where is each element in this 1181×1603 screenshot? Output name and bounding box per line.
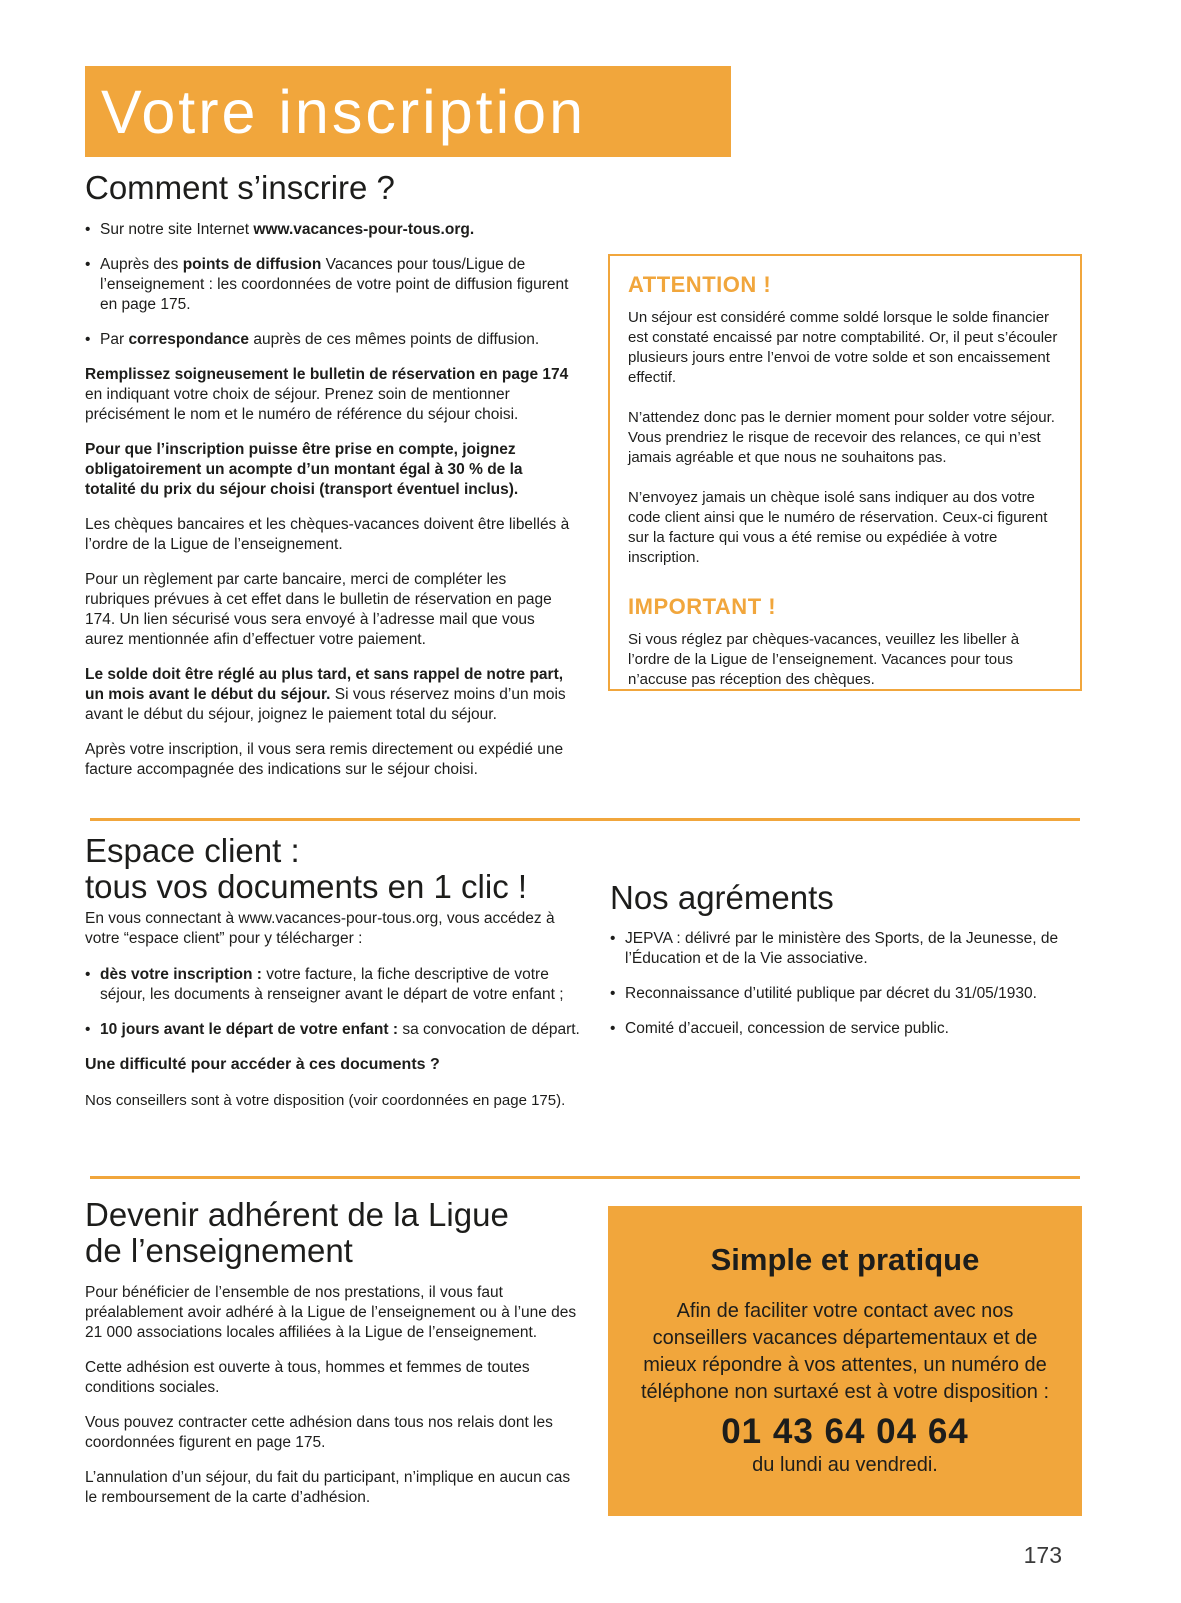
paragraph: Afin de faciliter votre contact avec nos conseillers vacances départementaux et de mieux répondre à vos attentes, un numéro de téléphone non surtaxé est à votre disposition : xyxy=(640,1300,1050,1403)
paragraph: N’attendez donc pas le dernier moment pour solder votre séjour. Vous prendriez le risque de recevoir des relances, ce qui n’est jamais agréable et que nous ne souhaitons pas. xyxy=(628,409,1055,466)
list-item: • Par correspondance auprès de ces mêmes points de diffusion. xyxy=(85,330,572,350)
section-client-area xyxy=(85,833,585,1111)
attention-heading: ATTENTION ! xyxy=(628,272,772,297)
paragraph: Remplissez soigneusement le bulletin de réservation en page 174 en indiquant votre choix de séjour. Prenez soin de mentionner précisément le nom et le numéro de référence du séjour choisi. xyxy=(85,366,569,424)
list-item: • 10 jours avant le départ de votre enfant : sa convocation de départ. xyxy=(85,1020,585,1040)
paragraph: N’envoyez jamais un chèque isolé sans indiquer au dos votre code client ainsi que le numéro de réservation. Ceux-ci figurent sur la facture qui vous a été remise ou expédiée à votre inscription. xyxy=(628,489,1048,566)
page-title: Votre inscription xyxy=(101,77,586,146)
list-item: • JEPVA : délivré par le ministère des Sports, de la Jeunesse, de l’Éducation et de la Vie associative. xyxy=(610,929,1088,969)
callout-heading: Simple et pratique xyxy=(710,1242,980,1277)
paragraph: Le solde doit être réglé au plus tard, et sans rappel de notre part, un mois avant le début du séjour. Si vous réservez moins d’un mois avant le début du séjour, joignez le paiement total du séjour. xyxy=(85,666,566,724)
paragraph: Les chèques bancaires et les chèques-vacances doivent être libellés à l’ordre de la Ligue de l’enseignement. xyxy=(85,516,570,554)
list-item: • Comité d’accueil, concession de service public. xyxy=(610,1019,1088,1039)
section-heading: Comment s’inscrire ? xyxy=(85,169,395,206)
attention-callout-box xyxy=(608,254,1082,691)
paragraph: Après votre inscription, il vous sera remis directement ou expédié une facture accompagnée des indications sur le séjour choisi. xyxy=(85,741,564,779)
question-line: Une difficulté pour accéder à ces documents ? xyxy=(85,1055,440,1073)
paragraph: Un séjour est considéré comme soldé lorsque le solde financier est constaté encaissé par notre comptabilité. Or, il peut s’écouler plusieurs jours entre l’envoi de votre solde et son encaissement effectif. xyxy=(628,309,1058,386)
paragraph: Pour un règlement par carte bancaire, merci de compléter les rubriques prévues à cet effet dans le bulletin de réservation en page 174. Un lien sécurisé vous sera envoyé à l’adresse mail que vous aurez mentionnée afin d’effectuer votre paiement. xyxy=(85,571,552,649)
section-become-member xyxy=(85,1197,585,1523)
section-accreditations xyxy=(610,880,1088,1054)
list-item: • Reconnaissance d’utilité publique par décret du 31/05/1930. xyxy=(610,984,1088,1004)
paragraph: Cette adhésion est ouverte à tous, hommes et femmes de toutes conditions sociales. xyxy=(85,1358,530,1396)
list-item: • Auprès des points de diffusion Vacances pour tous/Ligue de l’enseignement : les coordonnées de votre point de diffusion figurent en page 175. xyxy=(85,255,572,315)
paragraph: Vous pouvez contracter cette adhésion dans tous nos relais dont les coordonnées figurent en page 175. xyxy=(85,1413,553,1451)
paragraph: Pour bénéficier de l’ensemble de nos prestations, il vous faut préalablement avoir adhéré à la Ligue de l’enseignement ou à l’une des 21 000 associations locales affiliées à la Ligue de l’enseignement. xyxy=(85,1283,577,1341)
section-heading: Espace client : tous vos documents en 1 clic ! xyxy=(85,832,528,906)
paragraph: L’annulation d’un séjour, du fait du participant, n’implique en aucun cas le remboursement de la carte d’adhésion. xyxy=(85,1468,571,1506)
paragraph: Si vous réglez par chèques-vacances, veuillez les libeller à l’ordre de la Ligue de l’enseignement. Vacances pour tous n’accuse pas réception des chèques. xyxy=(628,631,1020,688)
simple-pratique-callout-box xyxy=(608,1206,1082,1516)
section-heading: Devenir adhérent de la Ligue de l’enseignement xyxy=(85,1196,509,1270)
opening-days: du lundi au vendredi. xyxy=(752,1453,938,1476)
paragraph: Pour que l’inscription puisse être prise en compte, joignez obligatoirement un acompte d’un montant égal à 30 % de la totalité du prix du séjour choisi (transport éventuel inclus). xyxy=(85,441,523,499)
page-title-banner xyxy=(85,66,731,157)
website-url: www.vacances-pour-tous.org. xyxy=(253,221,475,239)
phone-number: 01 43 64 04 64 xyxy=(721,1412,969,1451)
page-number: 173 xyxy=(1023,1542,1062,1568)
list-item: • dès votre inscription : votre facture, la fiche descriptive de votre séjour, les documents à renseigner avant le départ de votre enfant ; xyxy=(85,965,585,1005)
section-heading: Nos agréments xyxy=(610,879,834,916)
note-line: Nos conseillers sont à votre disposition (voir coordonnées en page 175). xyxy=(85,1091,566,1109)
list-item: • Sur notre site Internet www.vacances-pour-tous.org. xyxy=(85,220,572,240)
section-how-to-register xyxy=(85,170,572,795)
section-divider xyxy=(90,1176,1080,1179)
paragraph: En vous connectant à www.vacances-pour-tous.org, vous accédez à votre “espace client” pour y télécharger : xyxy=(85,909,555,947)
important-heading: IMPORTANT ! xyxy=(628,594,777,619)
section-divider xyxy=(90,818,1080,821)
